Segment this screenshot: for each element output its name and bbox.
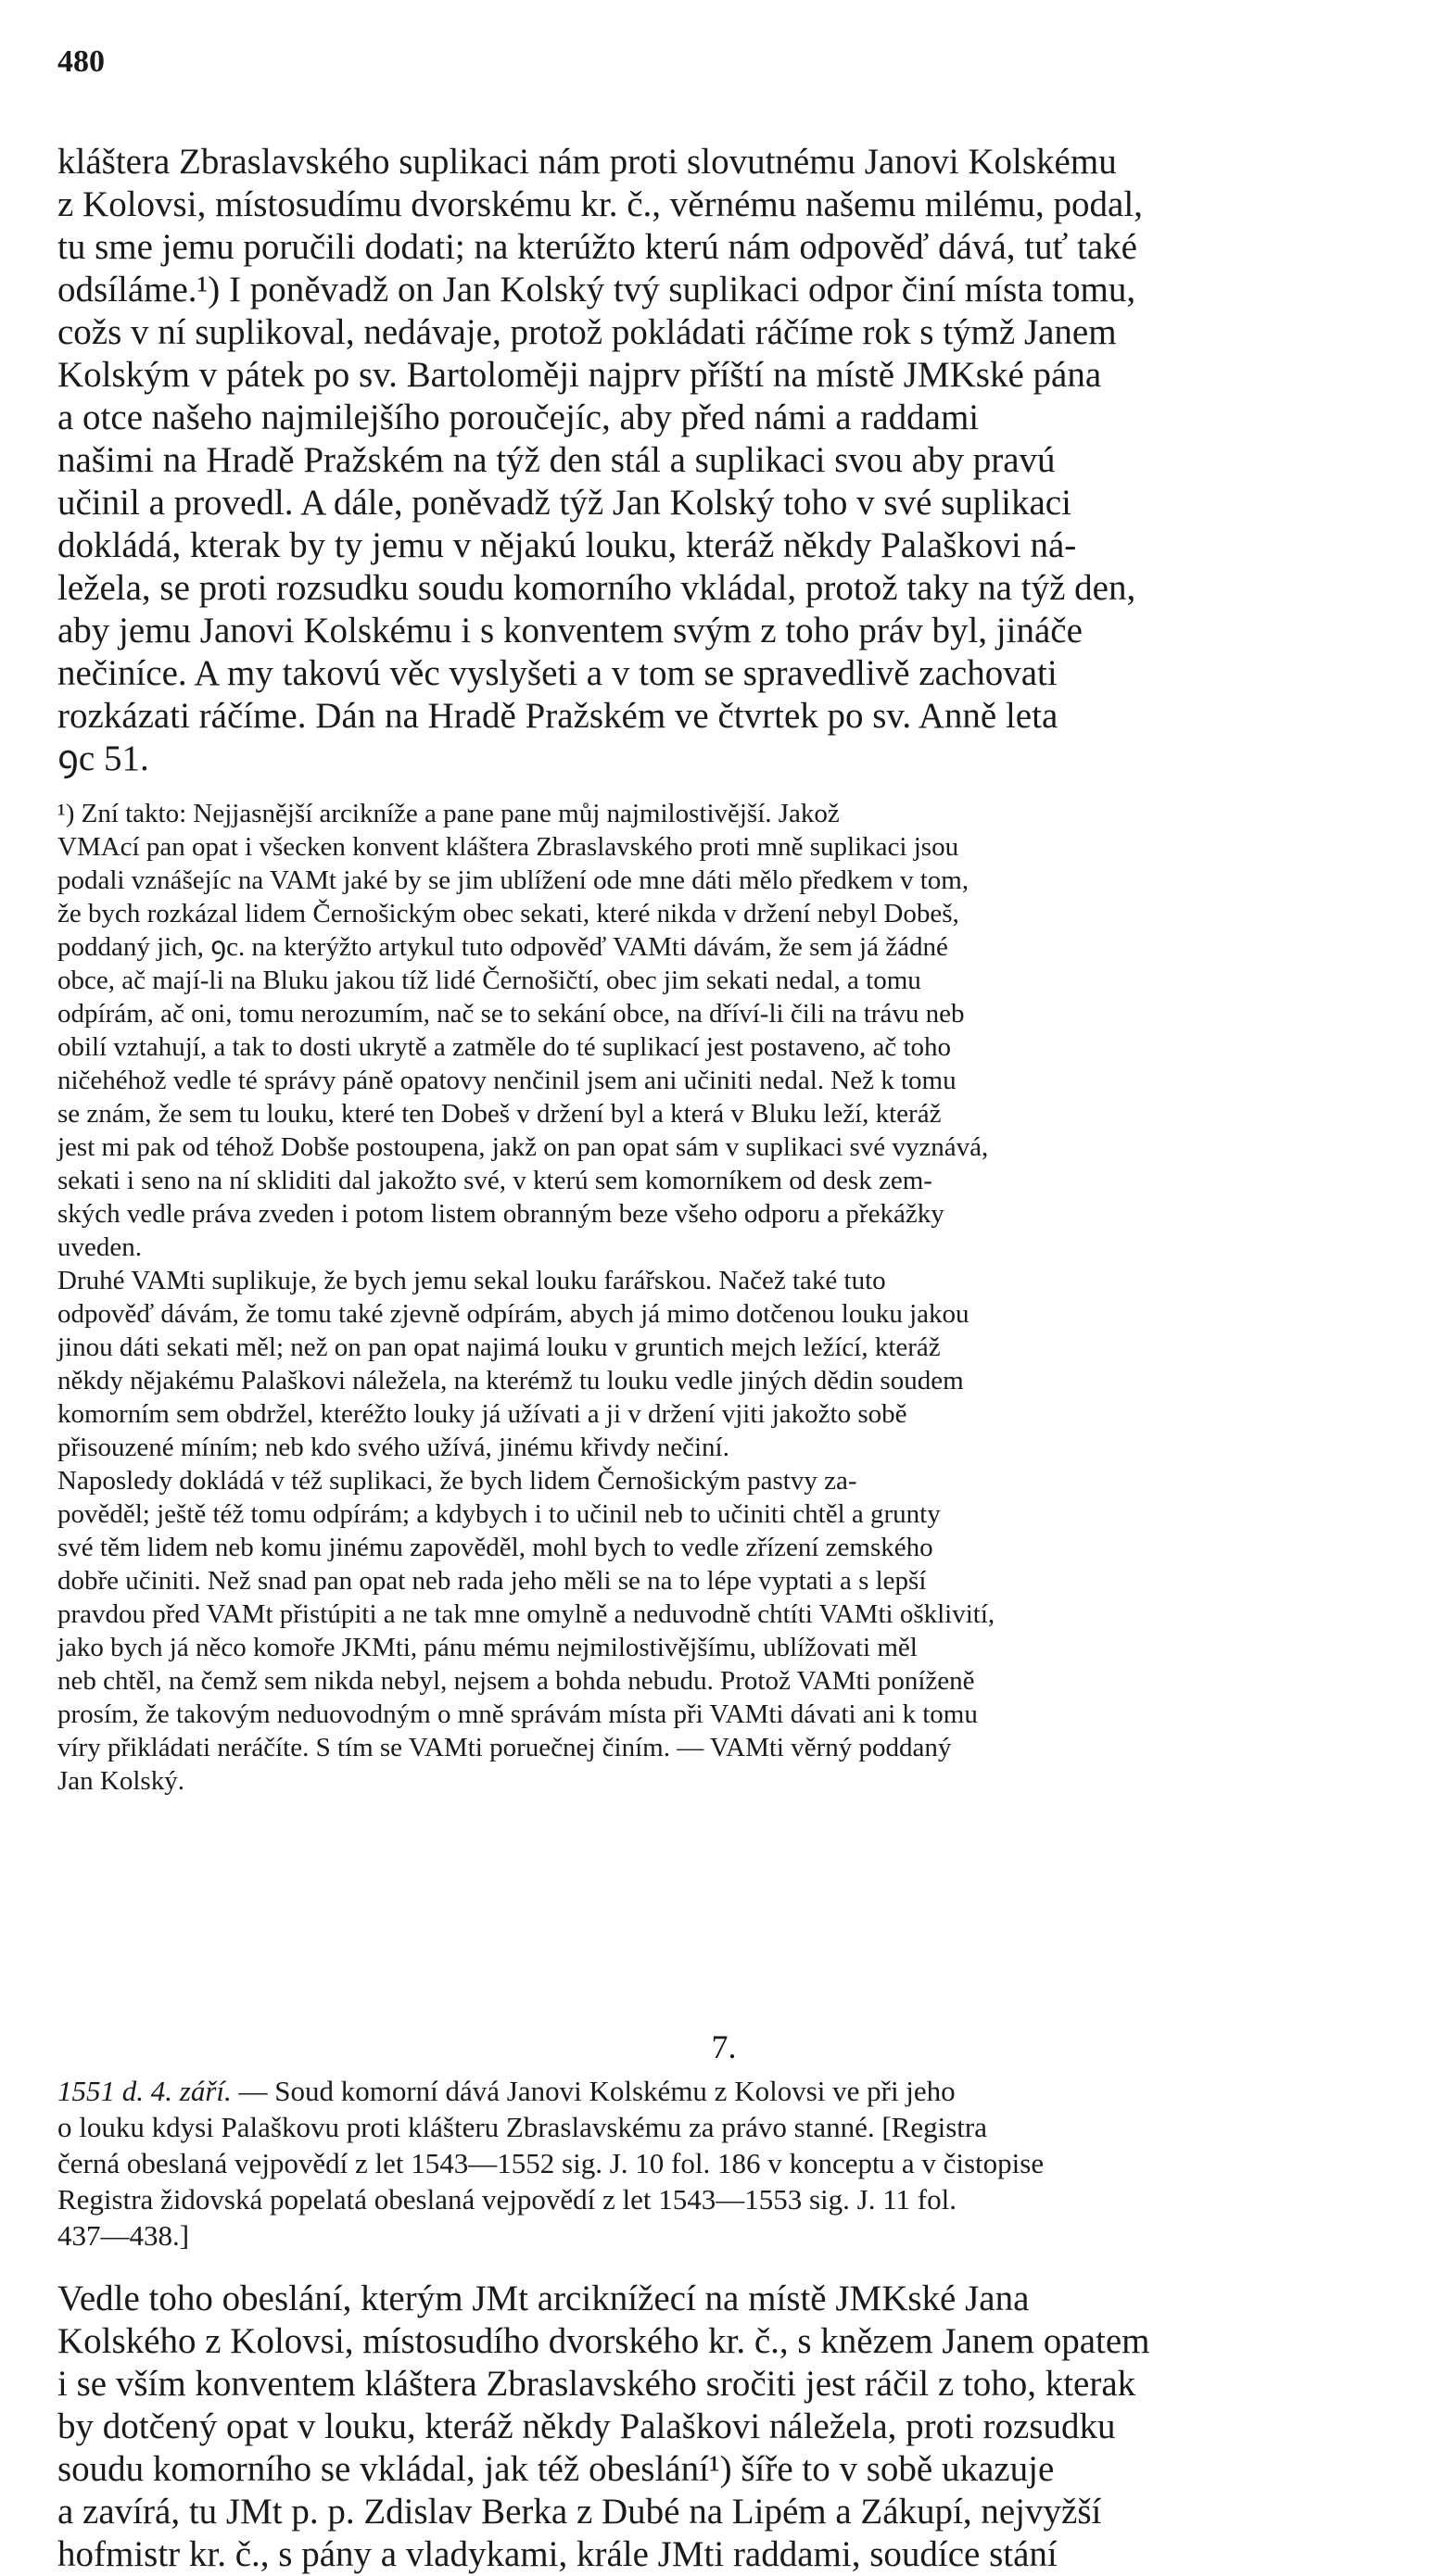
section-number: 7.	[711, 2028, 737, 2065]
page-number: 480	[57, 44, 105, 79]
footnote-paragraph-3: Naposledy dokládá v též suplikaci, že bych lidem Černošickým pastvy za- pověděl; ještě též tomu odpírám; a kdybych i to učinil neb to učiniti chtěl a grunty své těm lidem neb komu jinému zapověděl, mohl bych to vedle zřízení zemského dobře učiniti. Než snad pan opat neb rada jeho měli se na to lépe vyptati a s lepší pravdou před VAMt přistúpiti a ne tak mne omylně a neduvodně chtíti VAMti ošklivití, jako bych já něco komoře JKMti, pánu mému nejmilostivějšímu, ublížovati měl neb chtěl, na čemž sem nikda nebyl, nejsem a bohda nebudu. Protož VAMti poníženě prosím, že takovým neduovodným o mně správám místa při VAMti dávati ani k tomu víry přikládati neráčíte. S tím se VAMti poruečnej činím. — VAMti věrný poddaný Jan Kolský.	[57, 1466, 995, 1796]
section-7	[57, 2015, 1390, 2576]
regest-text: — Soud komorní dává Janovi Kolskému z Kolovsi ve při jeho o louku kdysi Palaškovu proti klášteru Zbraslavskému za právo stanné. [Registra černá obeslaná vejpovědí z let 1543—1552 sig. J. 10 fol. 186 v konceptu a v čistopise Registra židovská popelatá obeslaná vejpovědí z let 1543—1553 sig. J. 11 fol. 437—438.]	[57, 2075, 1045, 2252]
regest-date: 1551 d. 4. září.	[57, 2075, 232, 2107]
regest	[57, 2073, 1390, 2254]
section-body-text: Vedle toho obeslání, kterým JMt arciknížecí na místě JMKské Jana Kolského z Kolovsi, místosudího dvorského kr. č., s knězem Janem opatem i se vším konventem kláštera Zbraslavského sročiti jest ráčil z toho, kterak by dotčený opat v louku, kteráž někdy Palaškovi náležela, proti rozsudku soudu komorního se vkládal, jak též obeslání¹) šíře to v sobě ukazuje a zavírá, tu JMt p. p. Zdislav Berka z Dubé na Lipém a Zákupí, nejvyžší hofmistr kr. č., s pány a vladykami, krále JMti raddami, soudíce stání	[57, 2279, 1150, 2574]
footnote-paragraph-2: Druhé VAMti suplikuje, že bych jemu sekal louku farářskou. Načež také tuto odpověď dávám, že tomu také zjevně odpírám, abych já mimo dotčenou louku jakou jinou dáti sekati měl; než on pan opat najimá louku v gruntich mejch ležící, kteráž někdy nějakému Palaškovi náležela, na kterémž tu louku vedle jiných dědin soudem komorním sem obdržel, kteréžto louky já užívati a ji v držení vjiti jakožto sobě přisouzené míním; neb kdo svého užívá, jinému křivdy nečiní.	[57, 1266, 969, 1462]
main-column	[57, 141, 1390, 1798]
letter-text: kláštera Zbraslavského suplikaci nám proti slovutnému Janovi Kolskému z Kolovsi, místosudímu dvorskému kr. č., věrnému našemu milému, podal, tu sme jemu poručili dodati; na kterúžto kterú nám odpověď dává, tuť také odsíláme.¹) I poněvadž on Jan Kolský tvý suplikaci odpor činí místa tomu, cožs v ní suplikoval, nedávaje, protož pokládati ráčíme rok s týmž Janem Kolským v pátek po sv. Bartoloměji najprv příští na místě JMKské pána a otce našeho najmilejšího poroučejíc, aby před námi a raddami našimi na Hradě Pražském na týž den stál a suplikaci svou aby pravú učinil a provedl. A dále, poněvadž týž Jan Kolský toho v své suplikaci dokládá, kterak by ty jemu v nějakú louku, kteráž někdy Palaškovi ná- ležela, se proti rozsudku soudu komorního vkládal, protož taky na týž den, aby jemu Janovi Kolskému i s konventem svým z toho práv byl, jináče nečiníce. A my takovú věc vyslyšeti a v tom se spravedlivě zachovati rozkázati ráčíme. Dán na Hradě Pražském ve čtvrtek po sv. Anně leta ꝯc 51.	[57, 142, 1143, 778]
footnote-1: ¹) Zní takto: Nejjasnější arcikníže a pane pane můj najmilostivější. Jakož VMAcí pan opat i všecken konvent kláštera Zbraslavského proti mně suplikaci jsou podali vznášejíc na VAMt jaké by se jim ublížení ode mne dáti mělo předkem v tom, že bych rozkázal lidem Černošickým obec sekati, které nikda v držení nebyl Dobeš, poddaný jich, ꝯc. na kterýžto artykul tuto odpověď VAMti dávám, že sem já žádné obce, ač mají-li na Bluku jakou tíž lidé Černošičtí, obec jim sekati nedal, a tomu odpírám, ač oni, tomu nerozumím, nač se to sekání obce, na dříví-li čili na trávu neb obilí vztahují, a tak to dosti ukrytě a zatměle do té suplikací jest postaveno, ač toho ničehéhož vedle té správy páně opatovy nenčinil jsem ani učiniti nedal. Než k tomu se znám, že sem tu louku, které ten Dobeš v držení byl a která v Bluku leží, kteráž jest mi pak od téhož Dobše postoupena, jakž on pan opat sám v suplikaci své vyznává, sekati i seno na ní skliditi dal jakožto své, v kterú sem komorníkem od desk zem- ských vedle práva zveden i potom listem obranným beze všeho odporu a překážky uveden.	[57, 799, 989, 1262]
